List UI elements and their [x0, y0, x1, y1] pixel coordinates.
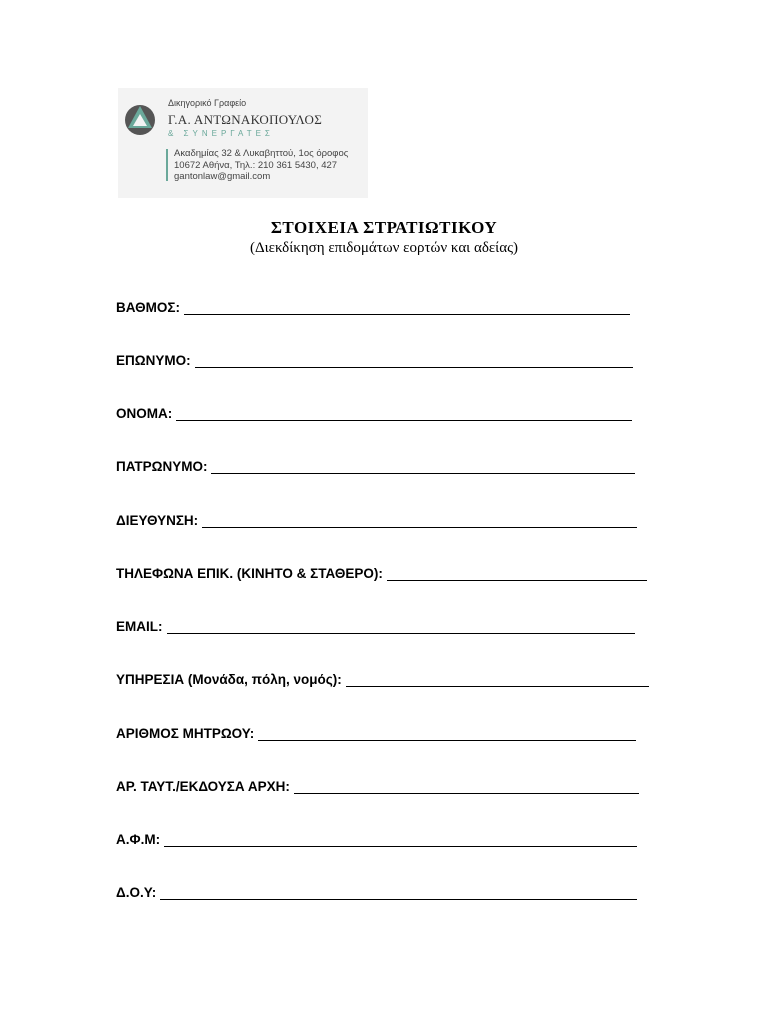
- fill-in-line[interactable]: [346, 672, 649, 687]
- field-label: ΠΑΤΡΩΝΥΜΟ:: [116, 459, 208, 474]
- field-label: ΤΗΛΕΦΩΝΑ ΕΠΙΚ. (ΚΙΝΗΤΟ & ΣΤΑΘΕΡΟ):: [116, 566, 383, 581]
- form-field-fathers-name: [116, 456, 635, 474]
- firm-logo-icon: [122, 102, 158, 138]
- fill-in-line[interactable]: [184, 300, 630, 315]
- field-label: ΟΝΟΜΑ:: [116, 406, 173, 421]
- form-field-id-authority: [116, 776, 639, 794]
- form-field-tax-id: [116, 829, 637, 847]
- page-subtitle: (Διεκδίκηση επιδομάτων εορτών και αδείας): [249, 240, 519, 256]
- field-label: ΑΡ. ΤΑΥΤ./ΕΚΔΟΥΣΑ ΑΡΧΗ:: [116, 779, 290, 794]
- fill-in-line[interactable]: [294, 779, 639, 794]
- form-field-service-unit: [116, 669, 649, 687]
- form-field-email: [116, 616, 635, 634]
- form-field-phones: [116, 563, 647, 581]
- field-label: ΔΙΕΥΘΥΝΣΗ:: [116, 513, 199, 528]
- field-label: ΕΠΩΝΥΜΟ:: [116, 353, 191, 368]
- fill-in-line[interactable]: [164, 832, 637, 847]
- fill-in-line[interactable]: [167, 619, 636, 634]
- fill-in-line[interactable]: [258, 726, 636, 741]
- firm-partners: & ΣΥΝΕΡΓΑΤΕΣ: [168, 129, 274, 138]
- form-field-registry-number: [116, 723, 636, 741]
- address-line-2: 10672 Αθήνα, Τηλ.: 210 361 5430, 427: [174, 159, 338, 171]
- office-label: Δικηγορικό Γραφείο: [168, 98, 247, 108]
- address-line-1: Ακαδημίας 32 & Λυκαβηττού, 1ος όροφος: [174, 148, 349, 159]
- page-title: ΣΤΟΙΧΕΙΑ ΣΤΡΑΤΙΩΤΙΚΟΥ: [270, 218, 498, 237]
- fill-in-line[interactable]: [176, 406, 632, 421]
- field-label: ΑΡΙΘΜΟΣ ΜΗΤΡΩΟΥ:: [116, 726, 255, 741]
- firm-address: [174, 148, 348, 183]
- form-field-tax-office: [116, 882, 637, 900]
- field-label: Δ.Ο.Υ:: [116, 885, 157, 900]
- form-field-address: [116, 510, 637, 528]
- form-field-rank: [116, 297, 630, 315]
- fill-in-line[interactable]: [211, 459, 635, 474]
- fill-in-line[interactable]: [387, 566, 647, 581]
- fill-in-line[interactable]: [202, 513, 637, 528]
- letterhead: [118, 88, 368, 198]
- firm-name: Γ.Α. ΑΝΤΩΝΑΚΟΠΟΥΛΟΣ: [168, 112, 323, 127]
- form-field-first-name: [116, 403, 632, 421]
- field-label: EMAIL:: [116, 619, 163, 634]
- fill-in-line[interactable]: [160, 885, 637, 900]
- letterhead-divider: [166, 149, 168, 181]
- form-field-surname: [116, 350, 633, 368]
- fill-in-line[interactable]: [195, 353, 633, 368]
- firm-email: gantonlaw@gmail.com: [174, 171, 271, 182]
- field-label: ΥΠΗΡΕΣΙΑ (Μονάδα, πόλη, νομός):: [116, 672, 342, 687]
- field-label: ΒΑΘΜΟΣ:: [116, 300, 180, 315]
- field-label: Α.Φ.Μ:: [116, 832, 161, 847]
